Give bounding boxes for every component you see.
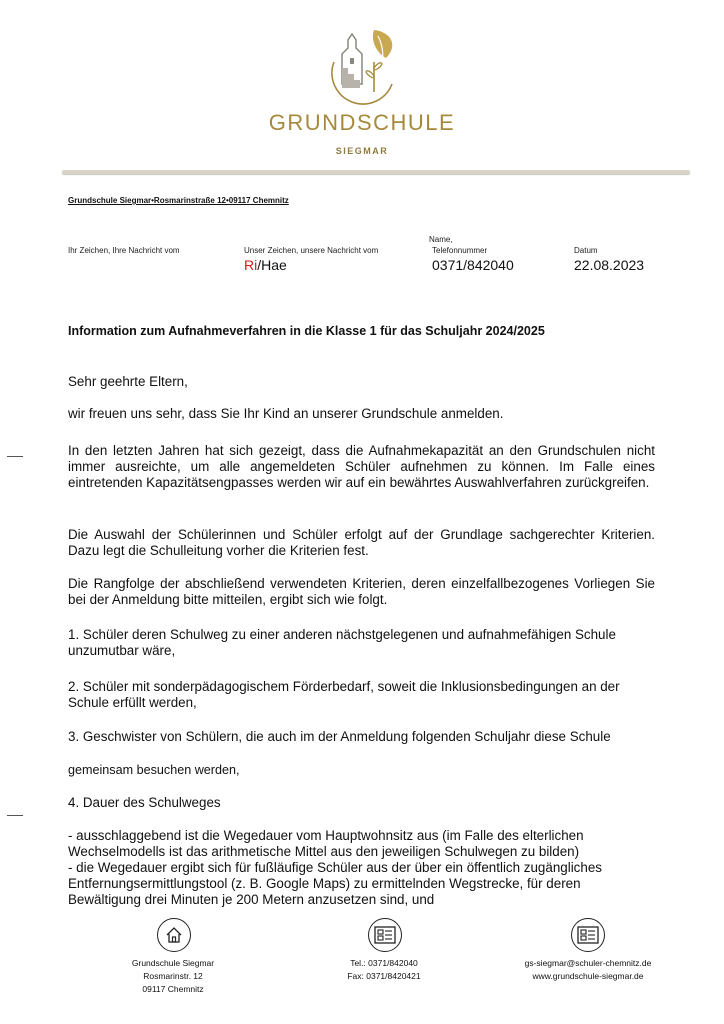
footer-address-line: Grundschule Siegmar bbox=[131, 958, 215, 968]
footer-fax-line: Fax: 0371/8420421 bbox=[347, 971, 421, 981]
reference-initials-red: Ri bbox=[244, 257, 258, 273]
header-divider bbox=[62, 170, 690, 174]
footer-phone-line: Tel.: 0371/842040 bbox=[350, 958, 418, 968]
our-reference-label: Unser Zeichen, unsere Nachricht vom bbox=[244, 246, 379, 255]
selection-paragraph: Die Auswahl der Schülerinnen und Schüler erfolgt auf der Grundlage sachgerechter Kriterien. Dazu legt die Schulleitung vorher die Kriterien fest. bbox=[68, 527, 655, 558]
fold-mark-top bbox=[7, 456, 23, 457]
fold-mark-bottom bbox=[7, 815, 23, 816]
footer-address bbox=[103, 957, 243, 996]
criterion-4: 4. Dauer des Schulweges bbox=[68, 795, 221, 810]
footer-web bbox=[497, 957, 679, 983]
reference-initials-rest: /Hae bbox=[257, 257, 287, 273]
your-reference-label: Ihr Zeichen, Ihre Nachricht vom bbox=[68, 246, 180, 255]
contact-card-icon bbox=[571, 918, 605, 952]
footer-address-line: 09117 Chemnitz bbox=[142, 984, 204, 994]
intro-paragraph: wir freuen uns sehr, dass Sie Ihr Kind an unserer Grundschule anmelden. bbox=[68, 406, 504, 421]
school-location: SIEGMAR bbox=[335, 146, 389, 156]
criterion-4-detail-1: - ausschlaggebend ist die Wegedauer vom Hauptwohnsitz aus (im Falle des elterlichen Wechselmodells ist das arithmetische Mittel aus den jeweiligen Schulwegen zu bilden) bbox=[68, 828, 584, 859]
salutation: Sehr geehrte Eltern, bbox=[68, 374, 188, 389]
footer-website: www.grundschule-siegmar.de bbox=[532, 971, 644, 981]
ranking-paragraph: Die Rangfolge der abschließend verwendeten Kriterien, deren einzelfallbezogenes Vorliegen Sie bei der Anmeldung bitte mitteilen, ergibt sich wie folgt. bbox=[68, 576, 655, 607]
footer-email: gs-siegmar@schuler-chemnitz.de bbox=[524, 958, 652, 968]
school-logo bbox=[326, 22, 402, 118]
phone-label: Telefonnummer bbox=[432, 246, 488, 255]
home-icon bbox=[157, 918, 191, 952]
our-reference-value bbox=[244, 257, 287, 273]
letter-subject: Information zum Aufnahmeverfahren in die Klasse 1 für das Schuljahr 2024/2025 bbox=[68, 324, 545, 338]
phone-card-icon bbox=[368, 918, 402, 952]
footer-phone bbox=[314, 957, 454, 983]
criterion-1: 1. Schüler deren Schulweg zu einer anderen nächstgelegenen und aufnahmefähigen Schule unzumutbar wäre, bbox=[68, 627, 616, 658]
criterion-3-continued: gemeinsam besuchen werden, bbox=[68, 763, 240, 777]
date-value: 22.08.2023 bbox=[574, 257, 645, 273]
criterion-3: 3. Geschwister von Schülern, die auch im der Anmeldung folgenden Schuljahr diese Schule bbox=[68, 729, 611, 744]
name-label: Name, bbox=[429, 235, 453, 244]
date-label: Datum bbox=[574, 246, 598, 255]
criterion-2: 2. Schüler mit sonderpädagogischem Förderbedarf, soweit die Inklusionsbedingungen an der Schule erfüllt werden, bbox=[68, 679, 620, 710]
sender-address-line: Grundschule Siegmar•Rosmarinstraße 12•09117 Chemnitz bbox=[68, 196, 289, 205]
school-name: GRUNDSCHULE bbox=[268, 110, 456, 135]
phone-value: 0371/842040 bbox=[432, 257, 514, 273]
criterion-4-detail-2: - die Wegedauer ergibt sich für fußläufige Schüler aus der über ein öffentlich zugängliches Entfernungsermittlungstool (z. B. Google Maps) zu ermittelnden Wegstrecke, für deren Bewältigung drei Minuten je 200 Metern anzusetzen sind, und bbox=[68, 860, 602, 907]
capacity-paragraph: In den letzten Jahren hat sich gezeigt, dass die Aufnahmekapazität an den Grundschulen nicht immer ausreichte, um alle angemeldeten Schüler aufnehmen zu können. Im Falle eines eintretenden Kapazitätsengpasses werden wir auf ein bewährtes Auswahlverfahren zurückgreifen. bbox=[68, 443, 655, 490]
footer-address-line: Rosmarinstr. 12 bbox=[143, 971, 203, 981]
